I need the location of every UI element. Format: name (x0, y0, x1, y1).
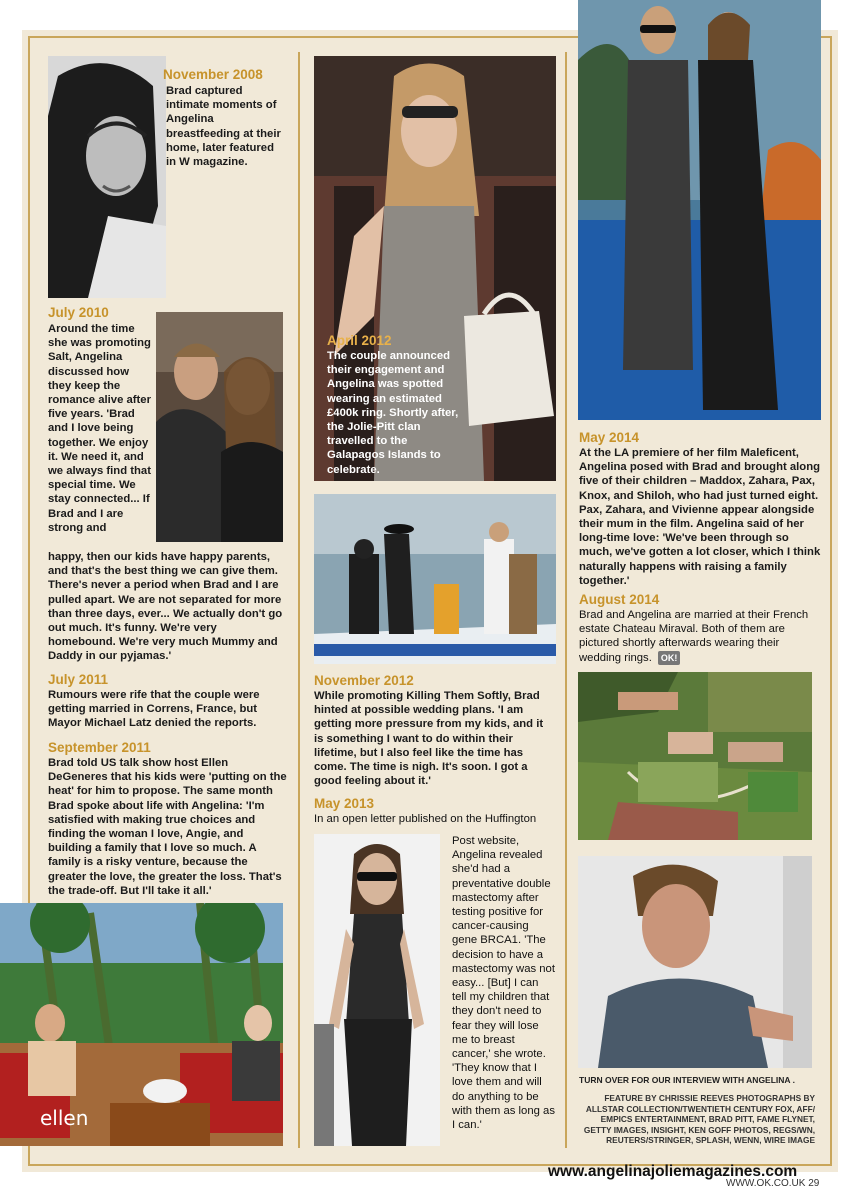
website-watermark[interactable]: www.angelinajoliemagazines.com (548, 1163, 798, 1180)
brad-portrait-photo (578, 856, 812, 1068)
entry-text: The couple announced their engagement and Angelina was spotted wearing an estimated £400k ring. Shortly after, the Jolie-Pitt clan travelled to the Galapagos Islands to celebrate. (327, 350, 459, 476)
chateau-aerial-photo (578, 672, 812, 840)
entry-text: While promoting Killing Them Softly, Brad hinted at possible wedding plans. 'I am getting more pressure from my kids, and it is something I want to do within their lifetime, but I also feel like the time has come. The time is nigh. It's soon. I got a good feeling about it.' (314, 690, 544, 788)
entry-text: Post website, Angelina revealed she'd had a preventative double mastectomy after testing positive for cancer-causing gene BRCA1. 'The decision to have a mastectomy was not easy... [But] I can tell my children that they don't need to fear they will lose me to breast cancer,' she wrote. 'They know that I love them and will do anything to be with them as long as I can.' (452, 835, 555, 1132)
bw-portrait-photo (48, 56, 166, 298)
angelina-street-photo (314, 834, 440, 1146)
entry-date: April 2012 (327, 333, 392, 348)
column-rule-right (565, 52, 567, 1148)
entry-text: Brad told US talk show host Ellen DeGeneres that his kids were 'putting on the heat' for him to propose. The same month Brad spoke about life with Angelina: 'I'm satisfied with making true choices and finding the woman I love, Angie, and building a family that I love so much. A family is a risky venture, because the greater the love, the greater the loss. That's the trade-off. But I'll take it all.' (48, 757, 287, 897)
entry-date: September 2011 (48, 740, 151, 755)
entry-date: May 2014 (579, 430, 640, 445)
turnover-note: TURN OVER FOR OUR INTERVIEW WITH ANGELINA . (579, 1075, 795, 1085)
page-reference: WWW.OK.CO.UK 29 (726, 1178, 820, 1189)
ellen-logo: ellen (40, 1106, 89, 1130)
entry-text-intro: In an open letter published on the Huffington (314, 813, 537, 825)
maleficent-premiere-photo (578, 0, 821, 420)
entry-text-body: Brad and Angelina are married at their French estate Chateau Miraval. Both of them are pictured shortly afterwards wearing their wedding rings. (579, 609, 809, 664)
entry-text: Rumours were rife that the couple were getting married in Correns, France, but Mayor Michael Latz denied the reports. (48, 689, 260, 730)
entry-date: August 2014 (579, 592, 660, 607)
entry-date: November 2008 (163, 67, 263, 82)
entry-text: Brad captured intimate moments of Angelina breastfeeding at their home, later featured in W magazine. (166, 85, 281, 169)
column-rule-left (298, 52, 300, 1148)
entry-date: July 2010 (48, 305, 109, 320)
ok-logo: OK! (658, 651, 681, 665)
entry-date: November 2012 (314, 673, 414, 688)
boat-family-photo (314, 494, 556, 664)
entry-text: At the LA premiere of her film Maleficent, Angelina posed with Brad and brought along five of their children – Maddox, Zahara, Pax, Knox, and Shiloh, who had just turned eight. Pax, Zahara, and Vivienne appear alongside their mum in the film. Angelina said of her long-time love: 'We've been through so much, we've gotten a lot closer, which I think naturally happens with raising a family together.' (579, 447, 821, 587)
entry-date: May 2013 (314, 796, 375, 811)
entry-text-continued: happy, then our kids have happy parents, and that's the best thing we can give them. There's never a period when Brad and I are pulled apart. We are not separated for more than three days, ever... We actually don't go out much. It's funny. We're very homebound. We're very much Mummy and Daddy in our pyjamas.' (48, 551, 283, 663)
entry-date: July 2011 (48, 672, 109, 687)
photo-credits: FEATURE BY CHRISSIE REEVES PHOTOGRAPHS BY ALLSTAR COLLECTION/TWENTIETH CENTURY FOX, AFF/ EMPICS ENTERTAINMENT, BRAD PITT, FAME FLYNET, GETTY IMAGES, INSIGHT, KEN GOFF PHOTOS, REGS/WN, REUTERS/STRINGER, SPLASH, WENN, WIRE IMAGE (583, 1093, 815, 1145)
entry-text (579, 608, 821, 665)
entry-text: Around the time she was promoting Salt, Angelina discussed how they keep the romance alive after five years. 'Brad and I love being together. We enjoy it. We need it, and we always find that special time. We stay connected... If Brad and I are strong and (48, 323, 151, 534)
couple-red-carpet-photo (156, 312, 283, 542)
